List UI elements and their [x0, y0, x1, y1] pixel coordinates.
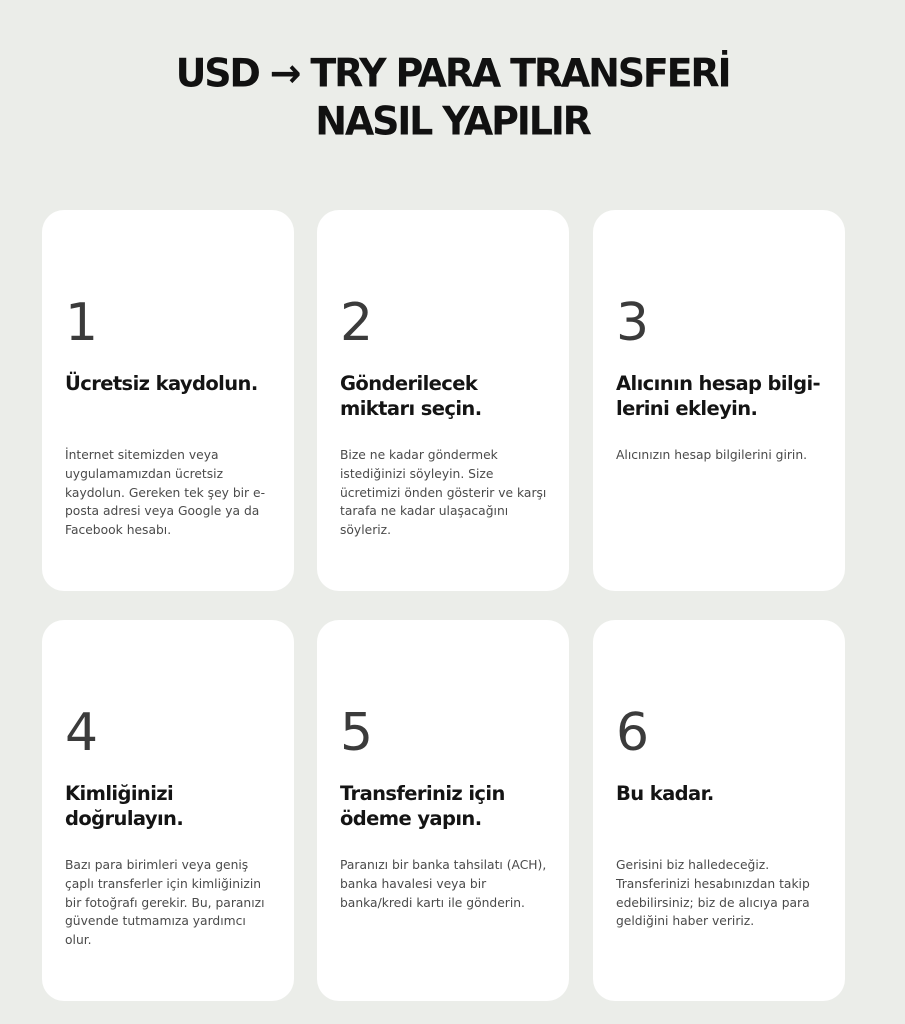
step-number: 3	[616, 293, 649, 353]
step-title: Ücretsiz kaydolun.	[65, 372, 258, 395]
step-description: İnternet sitemizden veya uygulamamızdan ücretsiz kaydolun. Gereken tek şey bir e-posta adresi veya Google ya da Facebook hesabı.	[65, 448, 266, 538]
page-title	[0, 50, 905, 146]
page-title-line-2: NASIL YAPILIR	[315, 98, 590, 145]
step-number: 6	[616, 703, 649, 763]
step-card-1	[42, 210, 294, 591]
step-description: Alıcınızın hesap bilgilerini girin.	[616, 448, 808, 462]
step-card-4	[42, 620, 294, 1001]
step-number: 2	[340, 293, 373, 353]
step-card-6	[593, 620, 845, 1001]
step-description: Gerisini biz halledeceğiz. Transferinizi hesabınızdan takip edebilirsiniz; biz de alıcıya para geldiğini haber veririz.	[616, 858, 810, 929]
step-title: Alıcının hesap bilgilerini ekleyin.	[616, 372, 821, 420]
step-title: Bu kadar.	[616, 782, 714, 805]
step-title: Transferiniz için ödeme yapın.	[340, 782, 505, 830]
step-description: Bazı para birimleri veya geniş çaplı transferler için kimliğinizin bir fotoğrafı gerekir. Bu, paranızı güvende tutmamıza yardımcı olur.	[65, 858, 265, 948]
step-number: 1	[65, 293, 98, 353]
step-number: 4	[65, 703, 98, 763]
step-card-5	[317, 620, 569, 1001]
step-number: 5	[340, 703, 373, 763]
step-card-2	[317, 210, 569, 591]
step-title: Kimliğinizi doğrulayın.	[65, 782, 184, 830]
step-card-3	[593, 210, 845, 591]
step-description: Bize ne kadar göndermek istediğinizi söyleyin. Size ücretimizi önden gösterir ve karşı tarafa ne kadar ulaşacağını söyleriz.	[340, 448, 547, 538]
step-description: Paranızı bir banka tahsilatı (ACH), banka havalesi veya bir banka/kredi kartı ile gönderin.	[340, 858, 547, 910]
page-title-line-1: USD → TRY PARA TRANSFERİ	[175, 50, 730, 97]
step-title: Gönderilecek miktarı seçin.	[340, 372, 482, 420]
